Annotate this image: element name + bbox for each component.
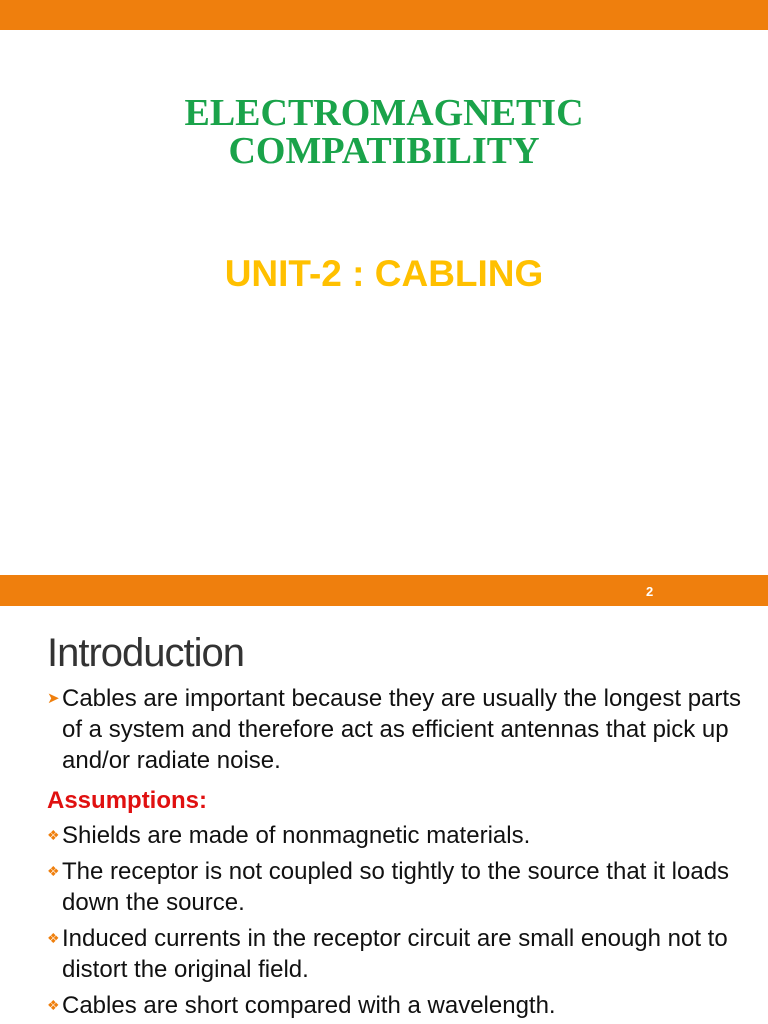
slide-title xyxy=(0,94,768,170)
assumption-text: Shields are made of nonmagnetic materials. xyxy=(62,822,531,849)
assumption-item xyxy=(47,820,747,851)
intro-bullet-text: Cables are important because they are usually the longest parts of a system and therefore act as efficient antennas that pick up and/or radiate noise. xyxy=(62,685,742,774)
assumption-text: Cables are short compared with a wavelength. xyxy=(62,992,556,1019)
slide-subtitle: UNIT-2 : CABLING xyxy=(224,253,544,294)
slide-title-line-1: ELECTROMAGNETIC xyxy=(184,92,584,134)
assumption-text: Induced currents in the receptor circuit are small enough not to distort the original field. xyxy=(62,925,728,983)
arrow-bullet-icon: ➤ xyxy=(47,690,60,707)
page-number: 2 xyxy=(646,584,654,599)
assumption-item xyxy=(47,923,747,985)
assumptions-label: Assumptions: xyxy=(47,787,208,814)
assumption-item xyxy=(47,990,747,1021)
slide-title-line-2: COMPATIBILITY xyxy=(228,130,540,172)
intro-bullet xyxy=(47,683,747,776)
diamond-bullet-icon: ❖ xyxy=(47,997,60,1013)
slide-content xyxy=(47,683,747,1024)
section-heading: Introduction xyxy=(47,631,245,675)
diamond-bullet-icon: ❖ xyxy=(47,863,60,879)
assumption-item xyxy=(47,856,747,918)
assumption-text: The receptor is not coupled so tightly to the source that it loads down the source. xyxy=(62,858,730,916)
diamond-bullet-icon: ❖ xyxy=(47,930,60,946)
top-accent-bar xyxy=(0,0,768,30)
diamond-bullet-icon: ❖ xyxy=(47,827,60,843)
